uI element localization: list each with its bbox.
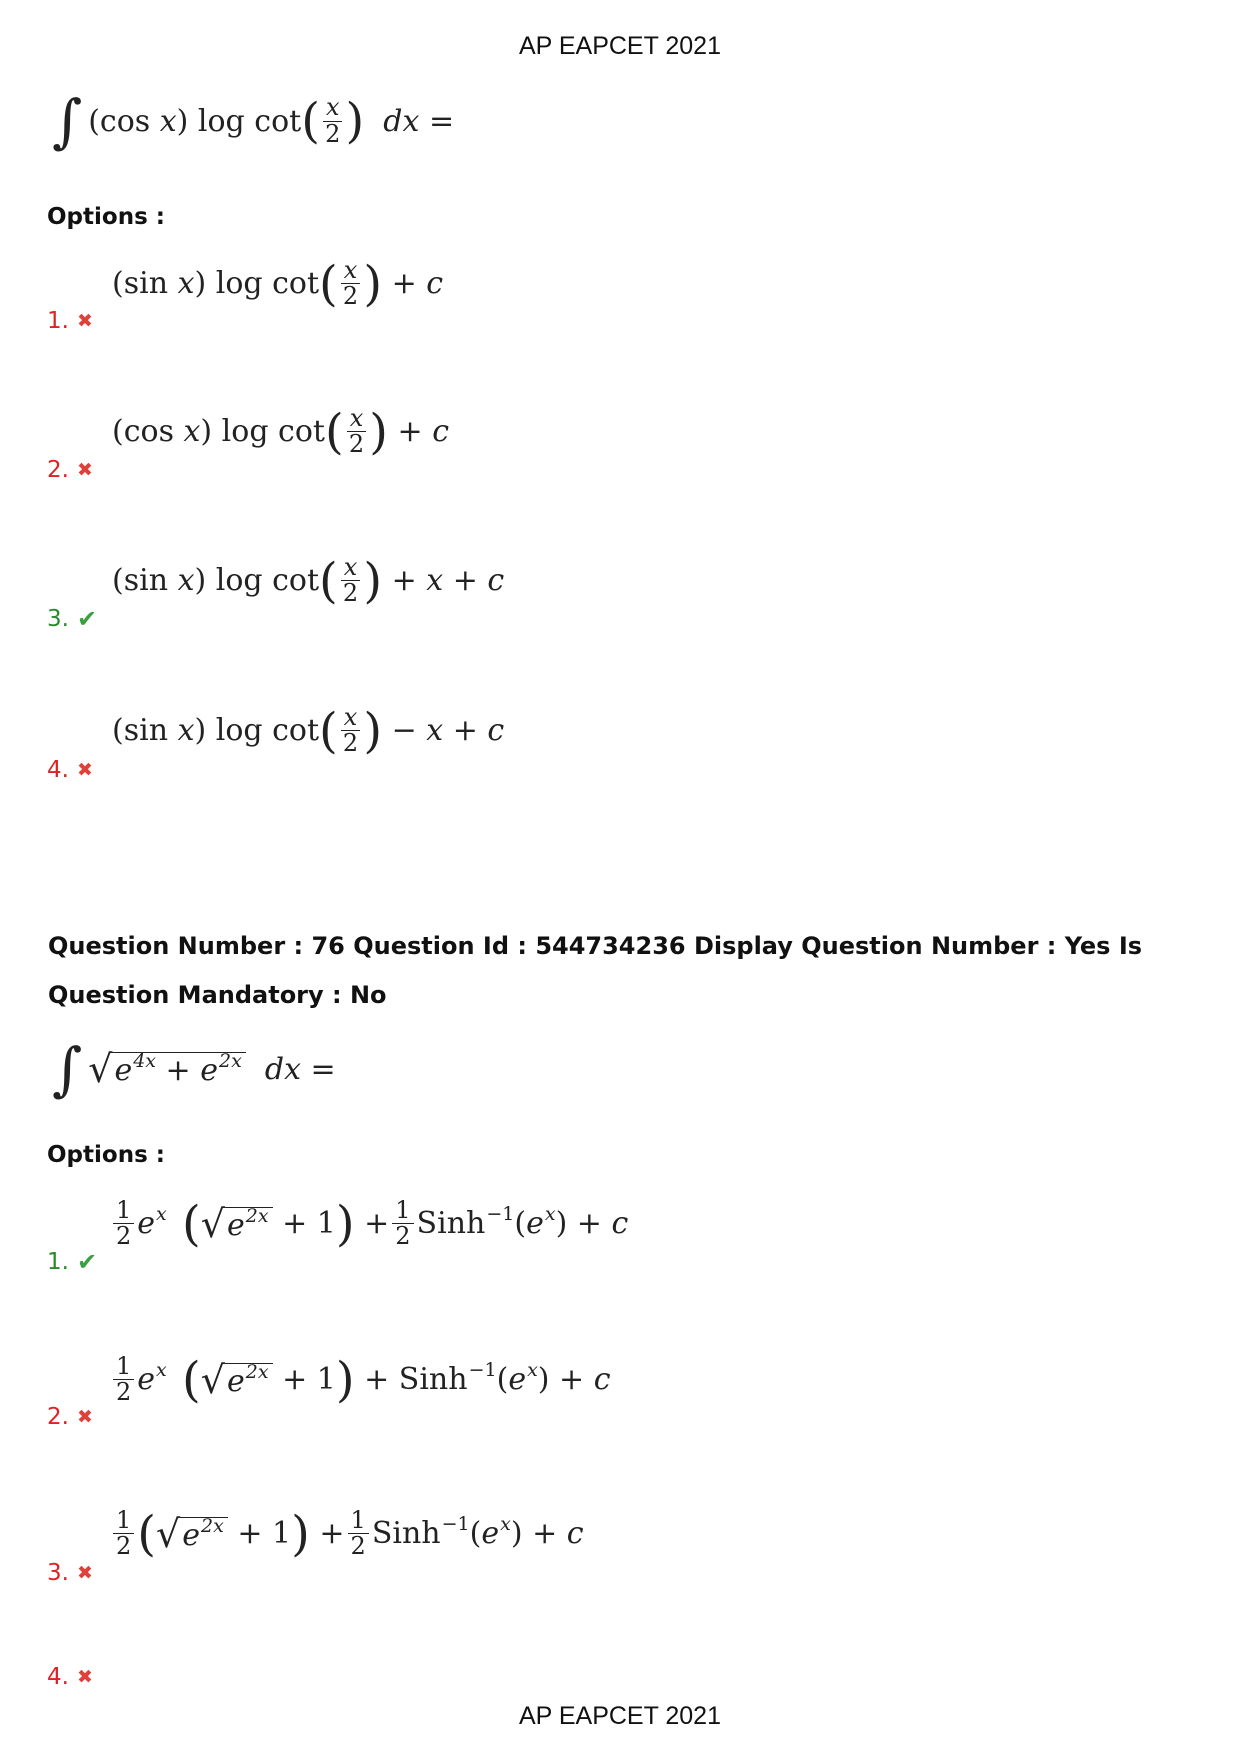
q75-option-3-number: 3. ✔: [47, 605, 98, 633]
q75-option-1-formula[interactable]: (sin x) log cot ( $\frac{x}{2}$ ) + c: [112, 255, 444, 312]
q76-option-3-number: 3. ✖: [47, 1560, 93, 1586]
q75-option-4-number: 4. ✖: [47, 757, 93, 783]
cross-icon: ✖: [76, 1666, 93, 1688]
q75-options-label: Options :: [47, 204, 165, 230]
page-header: AP EAPCET 2021: [519, 32, 721, 60]
cross-icon: ✖: [76, 1562, 93, 1584]
q75-option-2-number: 2. ✖: [47, 457, 93, 483]
page-footer: AP EAPCET 2021: [519, 1702, 721, 1730]
check-icon: ✔: [76, 605, 98, 633]
cross-icon: ✖: [76, 459, 93, 481]
q76-header: Question Number : 76 Question Id : 544734236 Display Question Number : Yes Is Question Mandatory : No: [48, 932, 1143, 1009]
q76-option-2-formula[interactable]: $\frac{1}{2}$ $e^x$ ( √ $e^{2x}$ + 1 ) + $Sinh^{-1}(e^x) + c$: [110, 1354, 611, 1405]
q75-option-1-number: 1. ✖: [47, 308, 93, 334]
q76-option-1-number: 1. ✔: [47, 1248, 98, 1276]
check-icon: ✔: [76, 1248, 98, 1276]
cross-icon: ✖: [76, 1406, 93, 1428]
q75-option-2-formula[interactable]: (cos x) log cot ( $\frac{x}{2}$ ) + c: [112, 403, 450, 460]
cross-icon: ✖: [76, 310, 93, 332]
q76-options-label: Options :: [47, 1142, 165, 1168]
cross-icon: ✖: [76, 759, 93, 781]
q75-stem-formula: ∫ (cos x) log cot ( $\frac{x}{2}$ ) dx =: [52, 87, 455, 155]
q76-stem-formula: ∫ √ $e^{4x} + e^{2x}$ dx =: [52, 1035, 336, 1103]
q76-option-4-number: 4. ✖: [47, 1664, 93, 1690]
q75-option-4-formula[interactable]: (sin x) log cot ( $\frac{x}{2}$ ) − x + c: [112, 702, 505, 759]
q76-option-1-formula[interactable]: $\frac{1}{2}$ $e^x$ ( √ $e^{2x}$ + 1 ) + $\frac{1}{2}$ $Sinh^{-1}(e^x) + c$: [110, 1198, 628, 1249]
q76-option-2-number: 2. ✖: [47, 1404, 93, 1430]
q76-option-3-formula[interactable]: $\frac{1}{2}$ ( √ $e^{2x}$ + 1 ) + $\frac{1}{2}$ $Sinh^{-1}(e^x) + c$: [110, 1508, 584, 1559]
q75-option-3-formula[interactable]: (sin x) log cot ( $\frac{x}{2}$ ) + x + c: [112, 552, 505, 609]
